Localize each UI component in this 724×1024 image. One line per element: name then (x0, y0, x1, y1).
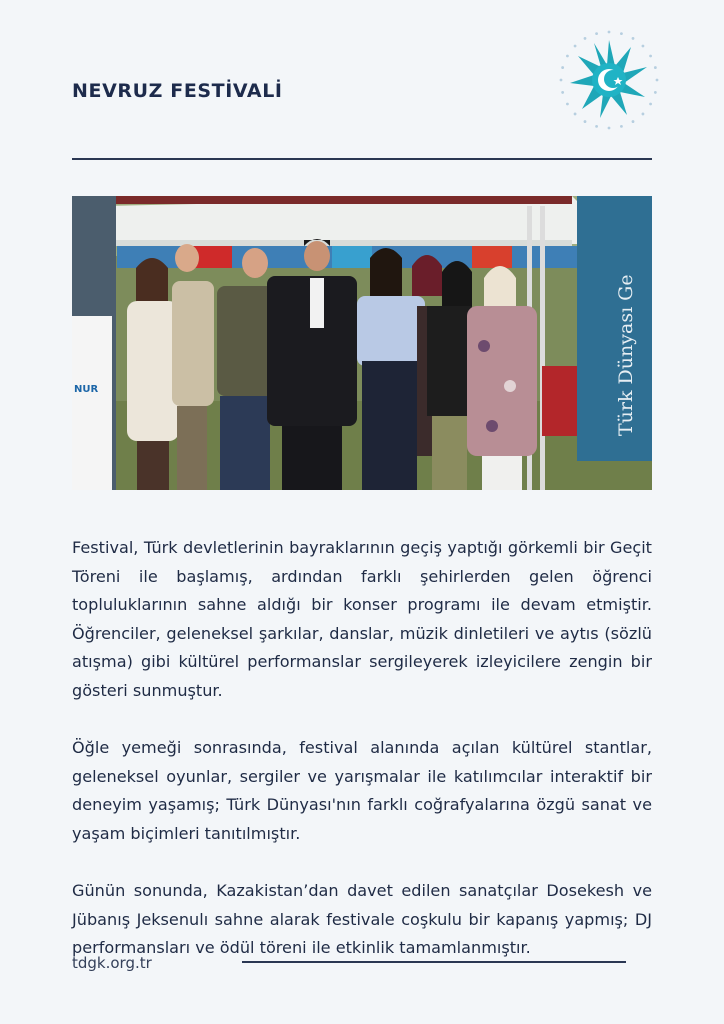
page-title: NEVRUZ FESTİVALİ (72, 80, 283, 102)
footer-website-link[interactable]: tdgk.org.tr (72, 954, 152, 972)
article-body (72, 534, 652, 992)
paragraph-1: Festival, Türk devletlerinin bayraklarının geçiş yaptığı görkemli bir Geçit Töreni ile başlamış, ardından farklı şehirlerden gelen öğrenci topluluklarının sahne aldığı bir konser programı ile devam etmiştir. Öğrenciler, geleneksel şarkılar, danslar, müzik dinletileri ve aytıs (sözlü atışma) gibi kültürel performanslar sergileyerek izleyicilere zengin bir gösteri sunmuştur. (72, 538, 652, 700)
top-divider (72, 158, 652, 160)
festival-group-photo (72, 196, 652, 490)
banner-text: Türk Dünyası Ge (615, 274, 637, 436)
paragraph-3: Günün sonunda, Kazakistan’dan davet edilen sanatçılar Dosekesh ve Jübanış Jeksenulı sahne alarak festivale coşkulu bir kapanış yapmış; DJ performansları ve ödül töreni ile etkinlik tamamlanmıştır. (72, 881, 652, 958)
crescent-sun-emblem-icon (552, 28, 662, 133)
sign-text: NUR (74, 384, 99, 395)
bottom-divider (242, 961, 626, 963)
paragraph-2: Öğle yemeği sonrasında, festival alanında açılan kültürel stantlar, geleneksel oyunlar, sergiler ve yarışmalar ile katılımcılar interaktif bir deneyim yaşamış; Türk Dünyası'nın farklı coğrafyalarına özgü sanat ve yaşam biçimleri tanıtılmıştır. (72, 738, 652, 843)
